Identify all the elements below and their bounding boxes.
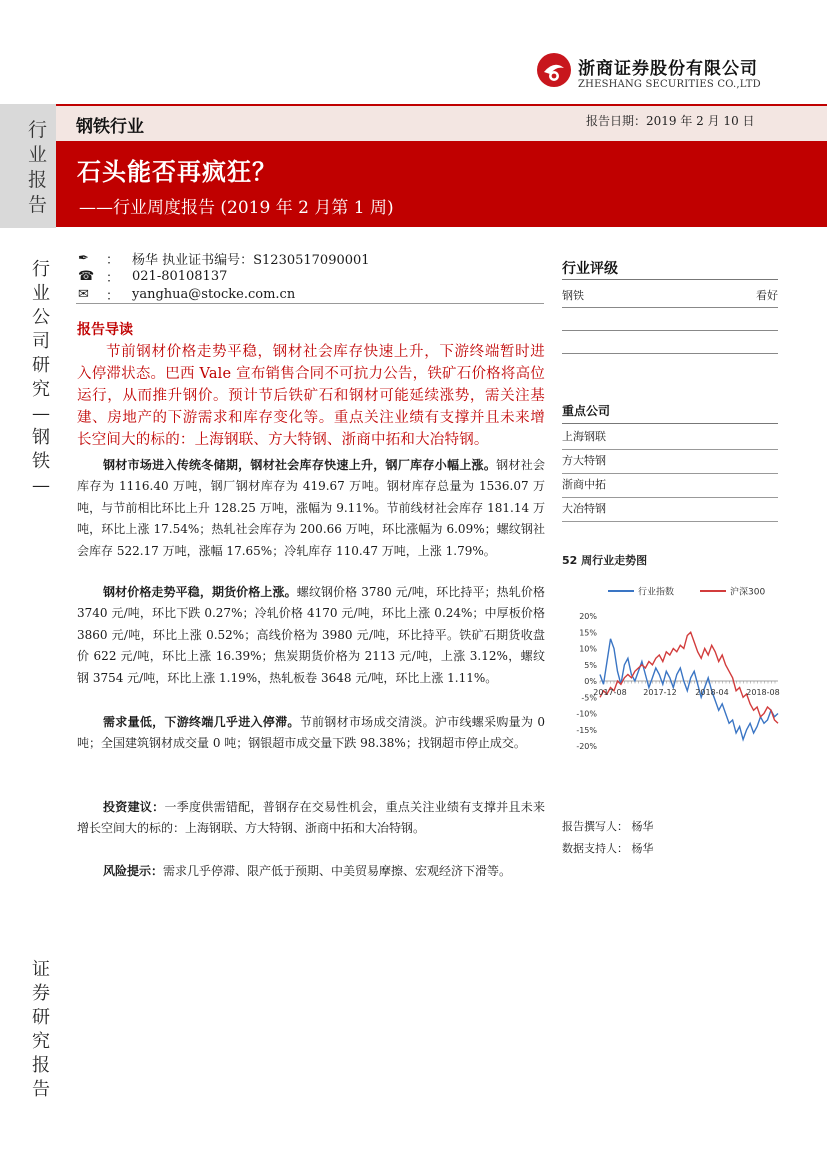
company-logo (536, 52, 572, 88)
company-item: 上海钢联 (562, 425, 778, 450)
report-title: 石头能否再疯狂？ (77, 158, 277, 186)
colon: ： (106, 270, 120, 286)
y-tick-label: 5% (584, 660, 597, 670)
y-tick-label: -5% (581, 693, 597, 703)
author-divider (76, 303, 544, 304)
pen-icon: ✒ (78, 250, 89, 266)
y-tick-label: 20% (579, 612, 597, 621)
paragraph-prices (77, 582, 545, 689)
guide-summary: 节前钢材价格走势平稳，钢材社会库存快速上升，下游终端暂时进入停滞状态。巴西 Vale 宣布销售合同不可抗力公告，铁矿石价格将高位运行，从而推升钢价。预计节后铁矿石和钢材可能延续涨势，需关注基建、房地产的下游需求和库存变化等。重点关注业绩有支撑并且未来增长空间大的标的：上海钢联、方大特钢、浙商中拓和大冶特钢。 (77, 344, 545, 448)
rating-divider (562, 330, 778, 331)
paragraph-body: 需求几乎停滞、限产低于预期、中美贸易摩擦、宏观经济下滑等。 (163, 864, 512, 878)
author-name: 杨华 执业证书编号：S1230517090001 (132, 252, 370, 268)
paragraph-investment (77, 797, 545, 840)
phone-icon: ☎ (78, 268, 95, 284)
rating-rule (562, 279, 778, 280)
paragraph-body: 螺纹钢价格 3780 元/吨，环比持平；热轧价格 3740 元/吨，环比下跌 0.27%；冷轧价格 4170 元/吨，环比上涨 0.24%；中厚板价格 3860 元/吨，环比上涨 0.52%；高线价格为 3980 元/吨，环比持平。铁矿石期货收盘价 622 元/吨，环比上涨 16.39%；焦炭期货价格为 2113 元/吨，上涨 3.12%，螺纹钢 3754 元/吨，环比上涨 1.19%，热轧板卷 3648 元/吨，环比上涨 1.11%。 (77, 585, 545, 685)
company-item: 方大特钢 (562, 449, 778, 474)
author-phone-row (78, 267, 227, 285)
author-name-row (78, 249, 370, 267)
paragraph-body: 钢材社会库存为 1116.40 万吨，钢厂钢材库存为 419.67 万吨。钢材库存总量为 1536.07 万吨，与节前相比环比上升 128.25 万吨，涨幅为 9.11%。节前线材社会库存 181.14 万吨，环比上涨 17.54%；热轧社会库存为 200.66 万吨，环比涨幅为 6.09%；螺纹钢社会库存 522.17 万吨，涨幅 17.65%；冷轧库存 110.47 万吨，上涨 1.79%。 (77, 458, 545, 558)
x-tick-label: 2018-08 (746, 688, 780, 697)
legend-label: 行业指数 (638, 587, 675, 598)
y-tick-label: 10% (579, 644, 597, 654)
mail-icon: ✉ (78, 286, 89, 302)
x-tick-label: 2017-08 (593, 688, 627, 697)
author-email-row (78, 285, 295, 303)
legend-label: 沪深300 (730, 587, 766, 598)
paragraph-demand (77, 712, 545, 755)
paragraph-lead: 投资建议： (103, 800, 165, 814)
analyst-support: 数据支持人： 杨华 (562, 842, 654, 855)
paragraph-lead: 钢材市场进入传统冬储期，钢材社会库存快速上升，钢厂库存小幅上涨。 (103, 458, 497, 472)
report-date: 报告日期：2019 年 2 月 10 日 (586, 114, 755, 128)
paragraph-lead: 钢材价格走势平稳，期货价格上涨。 (103, 585, 297, 599)
y-tick-label: -15% (576, 725, 597, 735)
company-name-cn: 浙商证券股份有限公司 (578, 59, 758, 79)
company-name-en: ZHESHANG SECURITIES CO.,LTD (578, 79, 761, 90)
colon: ： (106, 252, 120, 268)
rating-industry: 钢铁 (562, 289, 584, 302)
rating-divider (562, 353, 778, 354)
guide-heading: 报告导读 (77, 322, 133, 338)
x-tick-label: 2018-04 (695, 688, 729, 697)
paragraph-body: 节前钢材市场成交清淡。沪市线螺采购量为 0 吨；全国建筑钢材成交量 0 吨；钢银超市成交量下跌 98.38%；找钢超市停止成交。 (77, 715, 545, 751)
paragraph-lead: 需求量低，下游终端几乎进入停滞。 (103, 715, 300, 729)
x-tick-label: 2017-12 (643, 688, 677, 697)
trend-chart (560, 575, 782, 755)
company-item: 浙商中拓 (562, 473, 778, 498)
author-email[interactable]: yanghua@stocke.com.cn (132, 286, 296, 302)
vertical-label-securities: 证券研究报告 (32, 959, 50, 1100)
companies-heading: 重点公司 (562, 404, 611, 418)
analyst-writer: 报告撰写人： 杨华 (562, 820, 654, 833)
rating-row (562, 287, 778, 303)
y-tick-label: -20% (576, 742, 597, 751)
paragraph-lead: 风险提示： (103, 864, 164, 878)
y-tick-label: 0% (584, 677, 597, 686)
report-subtitle: ——行业周度报告 (2019 年 2 月第 1 周) (79, 198, 394, 218)
colon: ： (106, 288, 120, 304)
y-tick-label: -10% (576, 709, 597, 719)
industry-name: 钢铁行业 (76, 117, 144, 137)
paragraph-body: 一季度供需错配，普钢存在交易性机会，重点关注业绩有支撑并且未来增长空间大的标的：上海钢联、方大特钢、浙商中拓和大冶特钢。 (77, 800, 545, 836)
paragraph-inventory (77, 455, 545, 562)
series-line (600, 632, 778, 723)
companies-rule (562, 423, 778, 424)
author-phone: 021-80108137 (132, 268, 228, 284)
company-item: 大冶特钢 (562, 497, 778, 522)
vertical-label-research: 行业公司研究—钢铁— (32, 259, 50, 496)
rating-value: 看好 (756, 289, 778, 302)
y-tick-label: 15% (579, 628, 597, 638)
chart-title: 52 周行业走势图 (562, 554, 648, 567)
paragraph-risk (77, 861, 545, 882)
rating-heading: 行业评级 (562, 261, 618, 277)
rating-divider (562, 307, 778, 308)
side-tab-label: 行业报告 (28, 119, 48, 216)
